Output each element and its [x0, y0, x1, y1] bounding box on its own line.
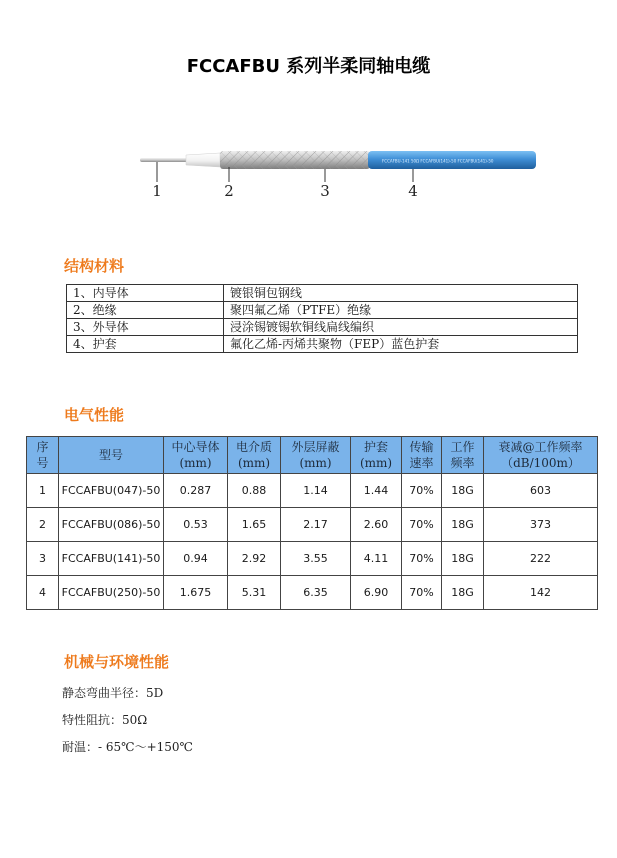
table-cell: 2.17: [281, 508, 351, 542]
inner-conductor: [140, 158, 190, 162]
material-cell: 聚四氟乙烯（PTFE）绝缘: [224, 302, 578, 319]
temperature-text: 耐温：- 65℃～+150℃: [62, 740, 193, 754]
header-line: 号: [36, 456, 49, 470]
header-line: 外层屏蔽: [291, 440, 340, 454]
header-line: 频率: [450, 456, 475, 470]
header-cell: [442, 437, 484, 474]
table-cell: FCCAFBU(141)-50: [59, 542, 164, 576]
header-line: 护套: [363, 440, 388, 454]
header-cell: [27, 437, 59, 474]
table-cell: 18G: [442, 508, 484, 542]
table-cell: 70%: [402, 576, 442, 610]
part-cell: 4、护套: [67, 336, 224, 353]
table-cell: 18G: [442, 542, 484, 576]
electrical-heading: 电气性能: [64, 406, 125, 424]
structure-table: [66, 284, 578, 353]
table-cell: 222: [484, 542, 598, 576]
mechanical-heading: 机械与环境性能: [64, 653, 170, 671]
table-cell: 4.11: [351, 542, 402, 576]
header-cell: [484, 437, 598, 474]
table-cell: 0.88: [228, 474, 281, 508]
table-row: [67, 285, 578, 302]
header-cell: [59, 437, 164, 474]
cable-label-4: 4: [408, 182, 418, 200]
jacket-print: FCCAFBU-141 50Ω FCCAFBU(141)-50 FCCAFBU(141)-50: [382, 158, 494, 164]
part-cell: 3、外导体: [67, 319, 224, 336]
table-cell: 0.53: [164, 508, 228, 542]
header-cell: [402, 437, 442, 474]
bend-radius-text: 静态弯曲半径：5D: [62, 686, 164, 700]
header-cell: [351, 437, 402, 474]
table-cell: 70%: [402, 474, 442, 508]
table-row: [27, 474, 598, 508]
header-line: 衰减@工作频率: [498, 440, 583, 454]
table-cell: 1.14: [281, 474, 351, 508]
table-cell: FCCAFBU(047)-50: [59, 474, 164, 508]
header-line: (mm): [237, 456, 271, 470]
table-cell: 70%: [402, 542, 442, 576]
header-line: （dB/100m）: [501, 456, 580, 470]
table-cell: 3: [27, 542, 59, 576]
table-cell: FCCAFBU(086)-50: [59, 508, 164, 542]
page-title: FCCAFBU 系列半柔同轴电缆: [186, 56, 431, 77]
header-line: 工作: [450, 440, 475, 454]
cable-label-1: 1: [152, 182, 162, 200]
cable-illustration: [136, 144, 538, 204]
dielectric: [186, 153, 220, 167]
table-row: [67, 302, 578, 319]
table-cell: 18G: [442, 576, 484, 610]
table-cell: 2.60: [351, 508, 402, 542]
table-cell: FCCAFBU(250)-50: [59, 576, 164, 610]
material-cell: 浸涂锡镀锡软铜线扁线编织: [224, 319, 578, 336]
table-cell: 18G: [442, 474, 484, 508]
header-cell: [164, 437, 228, 474]
table-cell: 4: [27, 576, 59, 610]
structure-heading: 结构材料: [64, 257, 125, 275]
table-cell: 70%: [402, 508, 442, 542]
part-cell: 2、绝缘: [67, 302, 224, 319]
table-cell: 1.675: [164, 576, 228, 610]
table-cell: 0.94: [164, 542, 228, 576]
impedance-text: 特性阻抗：50Ω: [62, 713, 148, 727]
table-cell: 1: [27, 474, 59, 508]
header-line: (mm): [299, 456, 332, 470]
cable-label-3: 3: [320, 182, 330, 200]
header-line: 序: [36, 440, 49, 454]
table-row: [27, 576, 598, 610]
table-row: [67, 336, 578, 353]
header-cell: [281, 437, 351, 474]
header-line: (mm): [359, 456, 393, 470]
table-cell: 142: [484, 576, 598, 610]
table-cell: 3.55: [281, 542, 351, 576]
header-line: (mm): [179, 456, 212, 470]
header-cell: [228, 437, 281, 474]
table-cell: 373: [484, 508, 598, 542]
cable-label-2: 2: [224, 182, 234, 200]
material-cell: 氟化乙烯-丙烯共聚物（FEP）蓝色护套: [224, 336, 578, 353]
header-line: 速率: [409, 456, 434, 470]
table-header-row: [27, 437, 598, 474]
table-row: [27, 508, 598, 542]
header-line: 传输: [409, 440, 434, 454]
table-cell: 603: [484, 474, 598, 508]
table-row: [67, 319, 578, 336]
header-line: 型号: [98, 448, 123, 462]
table-cell: 2: [27, 508, 59, 542]
table-cell: 0.287: [164, 474, 228, 508]
table-row: [27, 542, 598, 576]
electrical-table-body: [27, 474, 598, 610]
header-line: 中心导体: [171, 440, 220, 454]
electrical-table: [26, 436, 598, 610]
table-cell: 5.31: [228, 576, 281, 610]
table-cell: 1.65: [228, 508, 281, 542]
table-cell: 1.44: [351, 474, 402, 508]
table-cell: 6.35: [281, 576, 351, 610]
table-cell: 2.92: [228, 542, 281, 576]
part-cell: 1、内导体: [67, 285, 224, 302]
material-cell: 镀银铜包钢线: [224, 285, 578, 302]
table-cell: 6.90: [351, 576, 402, 610]
header-line: 电介质: [235, 440, 272, 454]
